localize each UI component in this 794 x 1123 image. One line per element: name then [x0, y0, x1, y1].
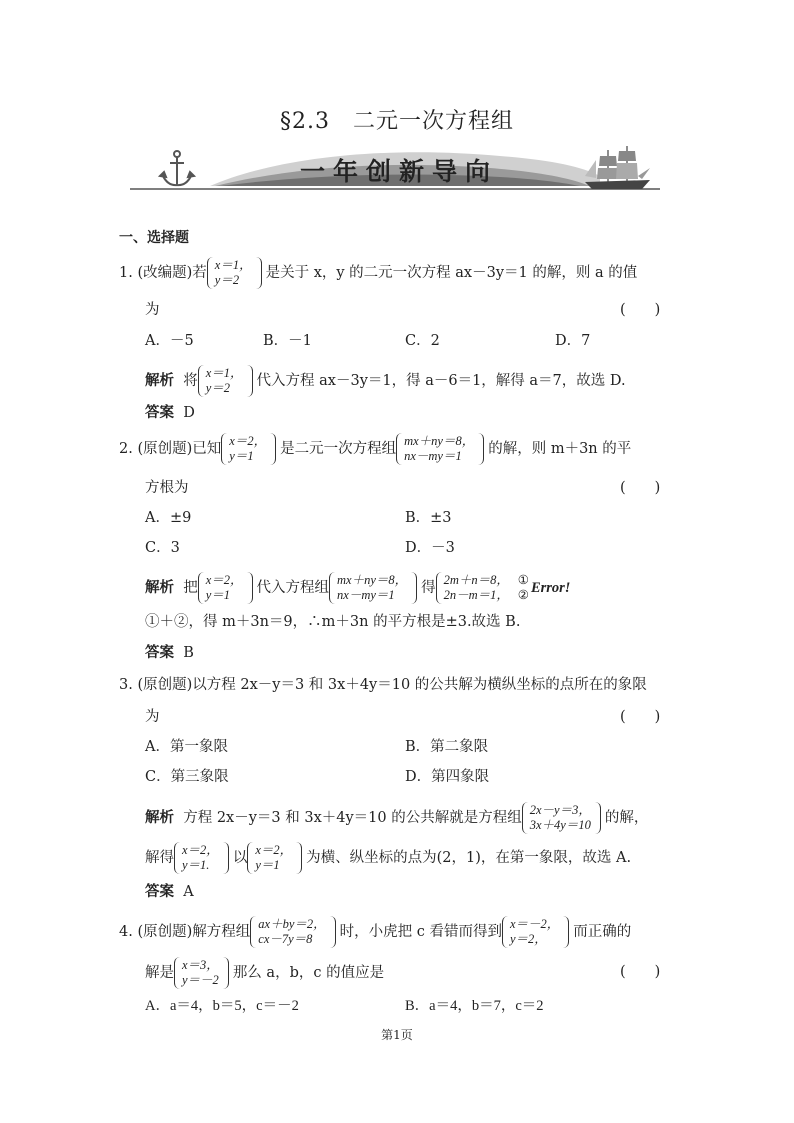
option-d: D．7	[555, 333, 591, 349]
option-b: B．第二象限	[405, 739, 489, 755]
equation-system: x＝2， y＝1	[247, 843, 306, 873]
option-c: C．3	[145, 540, 180, 556]
analysis-3: 解析 方程 2x－y＝3 和 3x＋4y＝10 的公共解就是方程组 2x－y＝3， 3x＋4y＝10 的解，	[145, 803, 649, 832]
question-4-line1: 4. (原创题)解方程组 ax＋by＝2， cx－7y＝8 时，小虎把 c 看错而得到 x＝－2， y＝2， 而正确的	[119, 917, 632, 946]
option-b: B．－1	[263, 333, 312, 349]
equation-system: mx＋ny＝8， nx－my＝1	[329, 573, 421, 603]
question-number: 2.	[119, 441, 133, 457]
page-title: §2.3 二元一次方程组	[280, 109, 514, 134]
equation-system: x＝1， y＝2	[198, 366, 257, 396]
question-3-line1: 3. (原创题)以方程 2x－y＝3 和 3x＋4y＝10 的公共解为横纵坐标的点所在的象限	[119, 677, 647, 693]
option-d: D．第四象限	[405, 769, 490, 785]
answer-value: D	[183, 405, 195, 421]
equation-system: 2x－y＝3， 3x＋4y＝10	[522, 803, 605, 833]
analysis-3-line2: 解得 x＝2， y＝1. 以 x＝2， y＝1 为横、纵坐标的点为(2，1)，在第一象限，故选 A.	[145, 843, 632, 872]
section-heading: 一、选择题	[119, 230, 189, 246]
answer-label: 答案	[145, 404, 174, 421]
equation-system: 2m＋n＝8， 2n－m＝1， ① ②	[436, 573, 531, 603]
answer-3: 答案 A	[145, 883, 194, 900]
equation-system: ax＋by＝2， cx－7y＝8	[250, 917, 339, 947]
analysis-2-line2: ①＋②，得 m＋3n＝9，∴m＋3n 的平方根是±3.故选 B.	[145, 614, 521, 630]
page-number: 第1页	[381, 1028, 413, 1042]
option-a: A．a＝4，b＝5，c＝－2	[145, 998, 299, 1014]
question-text: 是关于 x，y 的二元一次方程 ax－3y＝1 的解，则 a 的值	[265, 265, 638, 281]
answer-paren: ( )	[620, 709, 661, 725]
option-c: C．第三象限	[145, 769, 229, 785]
question-number: 1.	[119, 265, 133, 281]
option-a: A．第一象限	[145, 739, 228, 755]
question-1-line1	[119, 258, 637, 288]
question-1-line2: 为	[145, 302, 160, 318]
question-2-line2: 方根为	[145, 480, 189, 496]
question-2-line1: 2. (原创题)已知 x＝2， y＝1 是二元一次方程组 mx＋ny＝8， nx－my＝1 的解，则 m＋3n 的平	[119, 434, 632, 463]
answer-1	[145, 403, 195, 423]
sailing-ship-icon	[585, 146, 650, 189]
question-tag: (改编题)若	[137, 265, 207, 281]
banner-text: 一年创新导向	[300, 157, 499, 186]
option-c: C．2	[405, 333, 440, 349]
error-text: Error!	[530, 580, 571, 596]
question-3-line2: 为	[145, 709, 160, 725]
anchor-icon	[160, 151, 194, 185]
equation-system: mx＋ny＝8， nx－my＝1	[396, 434, 488, 464]
analysis-2: 解析 把 x＝2， y＝1 代入方程组 mx＋ny＝8， nx－my＝1 得 2m＋n＝8， 2n－m＝1， ① ② Error!	[145, 573, 571, 602]
answer-paren: ( )	[620, 964, 661, 980]
analysis-1: 解析 将 x＝1， y＝2 代入方程 ax－3y＝1，得 a－6＝1，解得 a＝7，故选 D.	[145, 366, 626, 395]
answer-paren: ( )	[620, 302, 661, 318]
option-b: B．a＝4，b＝7，c＝2	[405, 998, 544, 1014]
analysis-label: 解析	[145, 372, 174, 389]
answer-paren: ( )	[620, 480, 661, 496]
question-4-line2: 解是 x＝3， y＝－2 那么 a，b，c 的值应是	[145, 958, 385, 987]
equation-system: x＝2， y＝1	[198, 573, 257, 603]
equation-system: x＝3， y＝－2	[174, 958, 233, 988]
answer-2: 答案 B	[145, 644, 194, 661]
option-d: D．－3	[405, 540, 455, 556]
equation-system: x＝1， y＝2	[207, 258, 266, 288]
equation-system: x＝2， y＝1.	[174, 843, 233, 873]
equation-system: x＝－2， y＝2，	[502, 917, 573, 947]
option-a: A．±9	[145, 510, 192, 526]
equation-system: x＝2， y＝1	[221, 434, 280, 464]
option-a: A．－5	[145, 333, 194, 349]
option-b: B．±3	[405, 510, 452, 526]
